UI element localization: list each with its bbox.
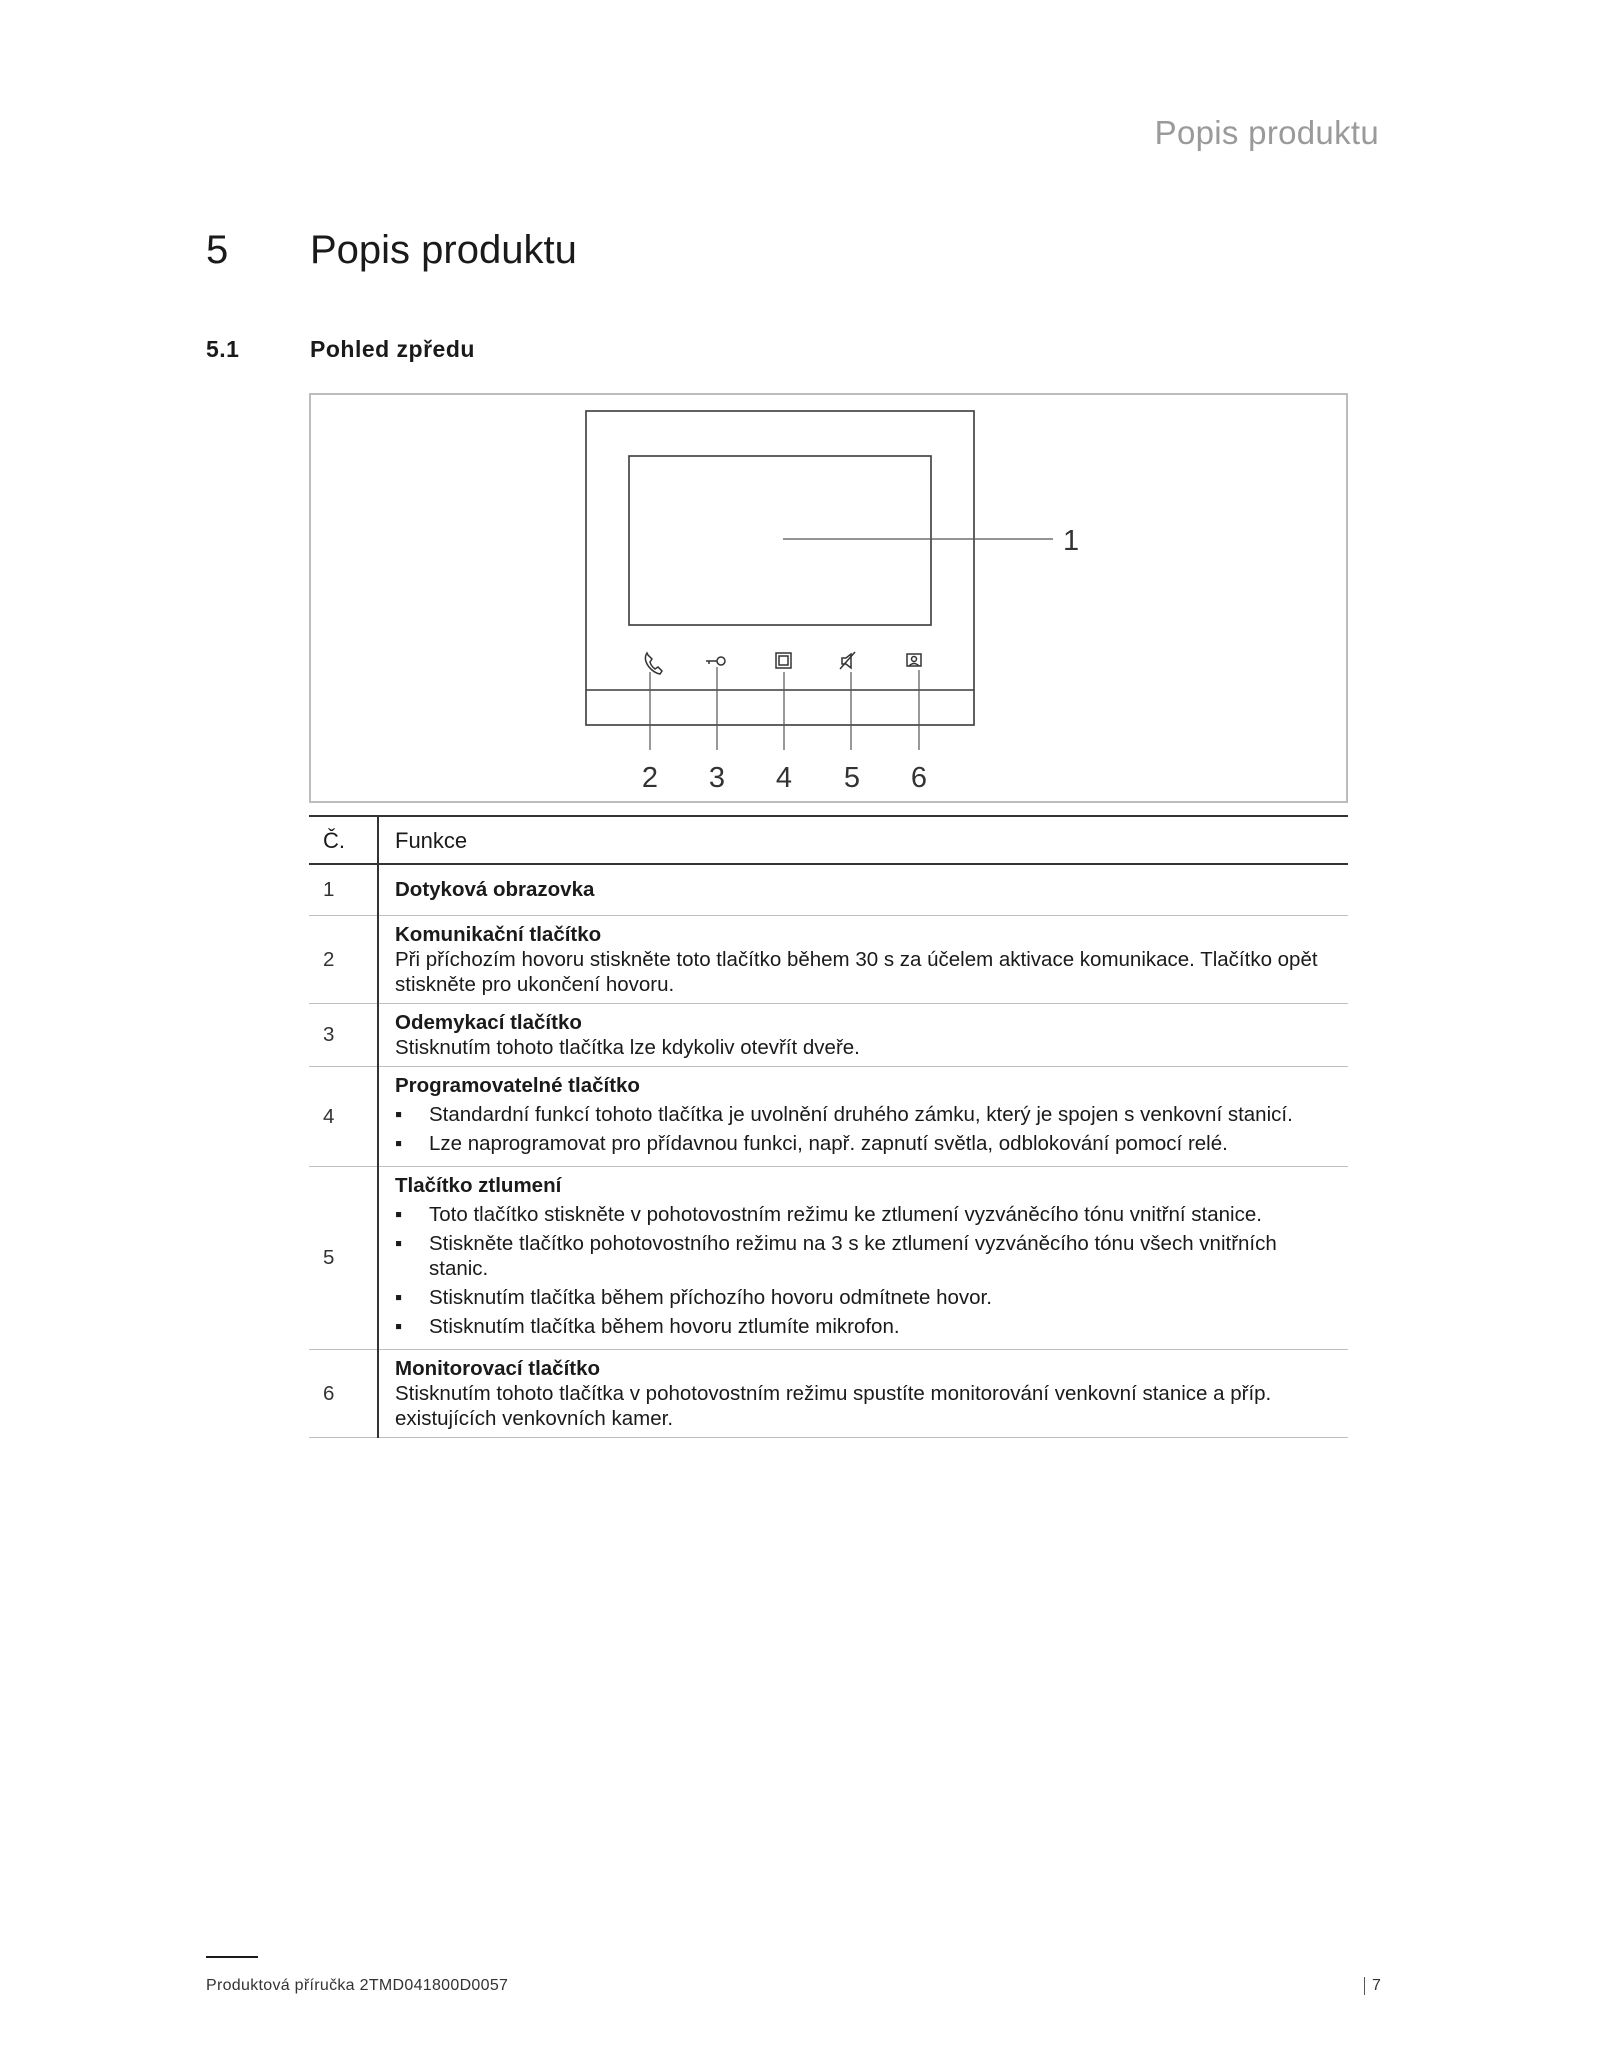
table-row	[309, 915, 1348, 1003]
bullet-icon: ▪	[395, 1102, 403, 1126]
callout-6-label: 6	[910, 762, 928, 794]
header-number: Č.	[309, 816, 378, 864]
table-row	[309, 1349, 1348, 1437]
function-text: Stisknutím tohoto tlačítka v pohotovostním režimu spustíte monitorování venkovní stanice a příp. existujících venkovních kamer.	[395, 1381, 1272, 1430]
list-item: ▪ Stisknutím tlačítka během příchozího hovoru odmítnete hovor.	[395, 1285, 992, 1309]
row-number: 3	[309, 1003, 378, 1066]
table-row	[309, 1166, 1348, 1349]
header-function: Funkce	[378, 816, 1348, 864]
table-row	[309, 864, 1348, 915]
table-row	[309, 1066, 1348, 1166]
section-title: Pohled zpředu	[310, 336, 475, 362]
row-function	[378, 1003, 1348, 1066]
page-number: 7	[1364, 1977, 1381, 1995]
square-button-icon	[776, 653, 791, 668]
bullet-icon: ▪	[395, 1202, 403, 1226]
bullet-icon: ▪	[395, 1131, 403, 1155]
footer-document-id: Produktová příručka 2TMD041800D0057	[206, 1977, 509, 1994]
touch-screen	[629, 456, 931, 625]
row-number: 5	[309, 1166, 378, 1349]
function-text: Při příchozím hovoru stiskněte toto tlačítko během 30 s za účelem aktivace komunikace. Tlačítko opět stiskněte pro ukončení hovoru.	[395, 947, 1318, 996]
function-text: Stisknutím tohoto tlačítka lze kdykoliv otevřít dveře.	[395, 1035, 860, 1059]
bullet-list	[395, 1202, 1336, 1339]
front-view-figure	[309, 393, 1348, 803]
device-outline	[586, 411, 974, 725]
row-number: 6	[309, 1349, 378, 1437]
device-drawing	[311, 395, 1350, 805]
row-number: 2	[309, 915, 378, 1003]
row-function	[378, 1166, 1348, 1349]
row-function	[378, 1066, 1348, 1166]
section-number: 5.1	[206, 336, 240, 362]
row-function	[378, 864, 1348, 915]
bullet-list	[395, 1102, 1336, 1156]
list-item: ▪ Stisknutím tlačítka během hovoru ztlumíte mikrofon.	[395, 1314, 900, 1338]
callout-5-label: 5	[843, 762, 861, 794]
running-header: Popis produktu	[1154, 114, 1379, 151]
chapter-number: 5	[206, 228, 229, 272]
callout-1-label: 1	[1063, 525, 1080, 557]
list-item: ▪ Stiskněte tlačítko pohotovostního režimu na 3 s ke ztlumení vyzváněcího tónu všech vnitřních stanic.	[395, 1231, 1277, 1280]
callout-4-label: 4	[775, 762, 793, 794]
monitor-icon	[907, 654, 921, 666]
callout-2-label: 2	[641, 762, 659, 794]
function-title: Programovatelné tlačítko	[395, 1073, 640, 1097]
key-icon	[706, 657, 725, 665]
row-function	[378, 1349, 1348, 1437]
function-title: Tlačítko ztlumení	[395, 1173, 562, 1197]
row-number: 4	[309, 1066, 378, 1166]
bullet-icon: ▪	[395, 1231, 403, 1255]
table-row	[309, 1003, 1348, 1066]
bullet-icon: ▪	[395, 1314, 403, 1338]
bullet-icon: ▪	[395, 1285, 403, 1309]
function-title: Dotyková obrazovka	[395, 878, 595, 902]
list-item: ▪ Standardní funkcí tohoto tlačítka je uvolnění druhého zámku, který je spojen s venkovní stanicí.	[395, 1102, 1293, 1126]
callout-3-label: 3	[708, 762, 726, 794]
phone-icon	[645, 653, 662, 674]
function-table	[309, 815, 1348, 1438]
list-item: ▪ Lze naprogramovat pro přídavnou funkci, např. zapnutí světla, odblokování pomocí relé.	[395, 1131, 1228, 1155]
list-item: ▪ Toto tlačítko stiskněte v pohotovostním režimu ke ztlumení vyzváněcího tónu vnitřní stanice.	[395, 1202, 1262, 1226]
row-function	[378, 915, 1348, 1003]
footer-rule	[206, 1956, 258, 1958]
mute-icon	[840, 652, 855, 669]
chapter-title: Popis produktu	[310, 228, 577, 272]
table-header-row	[309, 816, 1348, 864]
function-title: Komunikační tlačítko	[395, 922, 602, 946]
row-number: 1	[309, 864, 378, 915]
function-title: Odemykací tlačítko	[395, 1010, 582, 1034]
function-title: Monitorovací tlačítko	[395, 1356, 601, 1380]
